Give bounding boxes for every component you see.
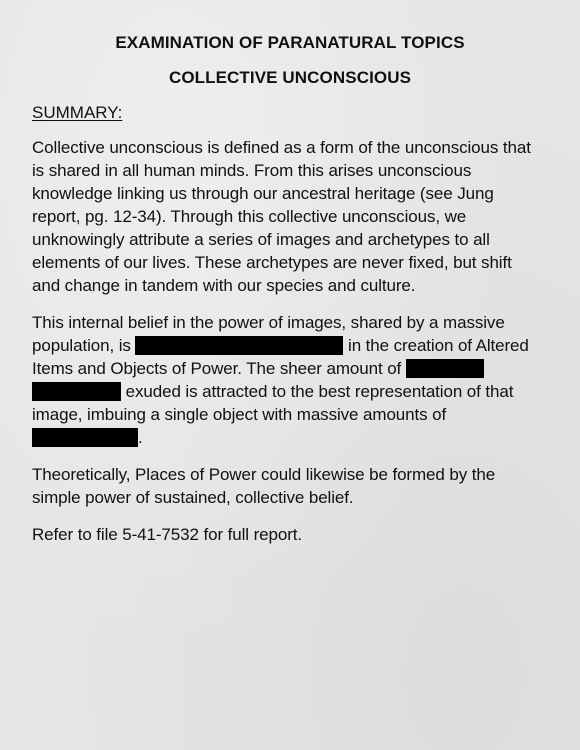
text-line: is shared in all human minds. From this arises unconscious	[32, 161, 472, 180]
text-fragment: .	[138, 428, 143, 447]
text-fragment: population, is	[32, 336, 136, 355]
text-line: knowledge linking us through our ancestral heritage (see Jung	[32, 184, 494, 203]
redaction-bar	[135, 336, 343, 355]
paragraph-redacted	[32, 311, 548, 449]
redaction-bar	[32, 382, 121, 401]
redaction-bar	[406, 359, 484, 378]
text-line: Theoretically, Places of Power could likewise be formed by the	[32, 465, 496, 484]
text-line	[32, 357, 548, 380]
text-line	[32, 380, 548, 403]
text-line: image, imbuing a single object with massive amounts of	[32, 405, 447, 424]
text-line: and change in tandem with our species and culture.	[32, 276, 416, 295]
document-title: EXAMINATION OF PARANATURAL TOPICS	[115, 33, 465, 52]
text-fragment: Items and Objects of Power. The sheer amount of	[32, 359, 406, 378]
text-line: report, pg. 12-34). Through this collective unconscious, we	[32, 207, 467, 226]
text-line	[32, 334, 548, 357]
summary-heading: SUMMARY:	[32, 103, 123, 122]
text-fragment: in the creation of Altered	[343, 336, 529, 355]
text-fragment: exuded is attracted to the best representation of that	[121, 382, 514, 401]
text-line: This internal belief in the power of images, shared by a massive	[32, 313, 505, 332]
text-line: unknowingly attribute a series of images and archetypes to all	[32, 230, 490, 249]
document-subtitle: COLLECTIVE UNCONSCIOUS	[168, 68, 412, 87]
paragraph-reference	[32, 523, 548, 546]
paragraph-definition	[32, 136, 548, 297]
file-reference: Refer to file 5-41-7532 for full report.	[32, 525, 303, 544]
redaction-bar	[32, 428, 138, 447]
text-line: Collective unconscious is defined as a form of the unconscious that	[32, 138, 531, 157]
paragraph-places-of-power	[32, 463, 548, 509]
text-line: elements of our lives. These archetypes are never fixed, but shift	[32, 253, 512, 272]
text-line: simple power of sustained, collective belief.	[32, 488, 354, 507]
text-line	[32, 426, 548, 449]
